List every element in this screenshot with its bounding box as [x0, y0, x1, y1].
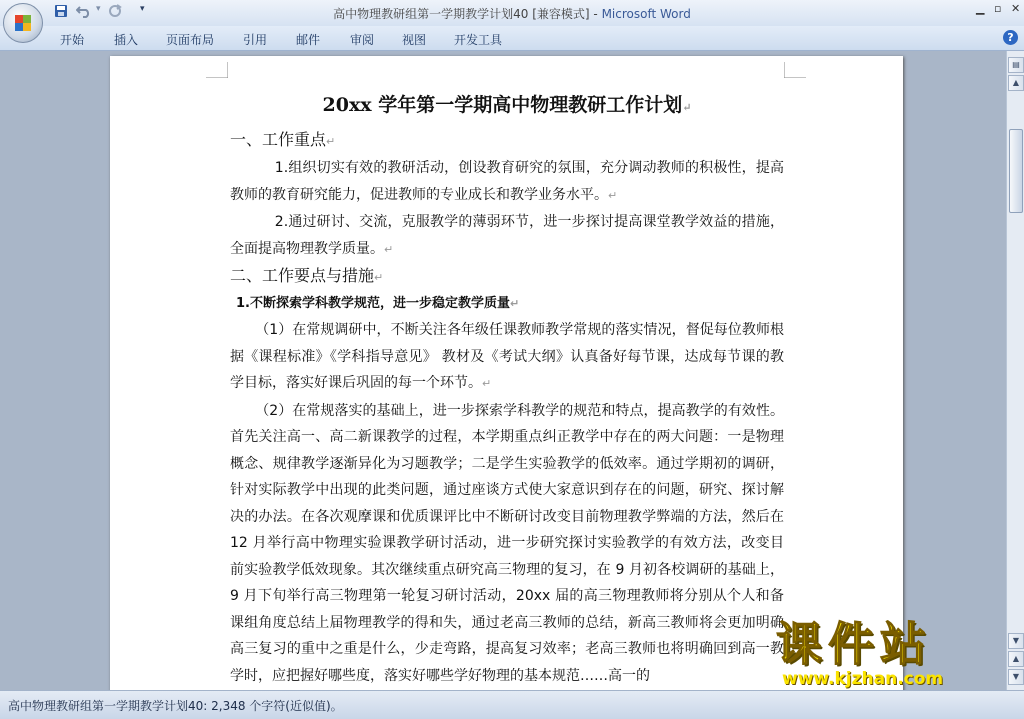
next-page-button[interactable]: ▼: [1008, 669, 1024, 685]
office-button[interactable]: [3, 3, 43, 43]
restore-icon[interactable]: ▫: [994, 2, 1002, 15]
paragraph-2: 2.通过研讨、交流，克服教学的薄弱环节，进一步探讨提高课堂教学效益的措施，全面提高物理教学质量。↵: [230, 214, 784, 257]
help-icon[interactable]: ?: [1003, 30, 1018, 45]
paragraph-1: 1.组织切实有效的教研活动，创设教育研究的氛围，充分调动教师的积极性，提高教师的教育研究能力，促进教师的专业成长和教学业务水平。↵: [230, 160, 784, 203]
minimize-icon[interactable]: ▁: [976, 2, 985, 15]
customize-quick-access-icon[interactable]: ▾: [140, 4, 145, 14]
section-heading-1: 一、工作重点↵: [230, 130, 336, 149]
watermark-logo: 课件站: [776, 617, 932, 671]
section-heading-2: 二、工作要点与措施↵: [230, 266, 384, 285]
ruler-toggle-icon[interactable]: ▤: [1008, 57, 1024, 73]
tab-insert[interactable]: 插入: [114, 33, 139, 47]
paragraph-4: （2）在常规落实的基础上，进一步探索学科教学的规范和特点，提高教学的有效性。首先关注高一、高二新课教学的过程，本学期重点纠正教学中存在的两大问题：一是物理概念、规律教学逐渐异化为习题教学；二是学生实验教学的低效率。通过学期初的调研，针对实际教学中出现的此类问题，通过座谈方式使大家意识到存在的问题，研究、探讨解决的办法。在各次观摩课和优质课评比中不断研讨改变目前物理教学弊端的方法，然后在 12 月举行高中物理实验课教学研讨活动，进一步研究探讨实验教学的有效方法，改变目前实验教学低效现象。其次继续重点研究高三物理的复习，在 9 月初各校调研的基础上，9 月下旬举行高三物理第一轮复习研讨活动，20xx 届的高三物理教师将分别从个人和备课组角度总结上届物理教学的得和失，通过老高三教师的总结，新高三教师将会更加明确高三复习的重中之重是什么，少走弯路，提高复习效率；老高三教师也将明确回到高一教学时，应把握好哪些度，落实好哪些学好物理的基本规范……高一的: [230, 402, 784, 684]
status-bar: [0, 690, 1024, 719]
tab-home[interactable]: 开始: [60, 33, 85, 47]
document-title: 20xx 学年第一学期高中物理教研工作计划↵: [322, 94, 692, 116]
previous-page-button[interactable]: ▲: [1008, 651, 1024, 667]
scroll-thumb[interactable]: [1009, 129, 1023, 213]
close-icon[interactable]: ✕: [1011, 2, 1021, 15]
document-body: [230, 90, 784, 689]
watermark: [770, 618, 1010, 690]
scroll-up-button[interactable]: ▲: [1008, 75, 1024, 91]
document-area: [0, 51, 1006, 690]
undo-dropdown-icon[interactable]: ▾: [96, 4, 101, 14]
document-page[interactable]: [110, 56, 903, 690]
tab-page-layout[interactable]: 页面布局: [166, 33, 215, 47]
scroll-down-button[interactable]: ▼: [1008, 633, 1024, 649]
margin-corner-left: [206, 62, 228, 78]
ribbon-tabs: [0, 26, 1024, 51]
tab-view[interactable]: 视图: [402, 33, 427, 47]
office-logo-icon: [14, 14, 32, 32]
paragraph-3: （1）在常规调研中，不断关注各年级任课教师教学常规的落实情况，督促每位教师根据《课程标准》《学科指导意见》 教材及《考试大纲》认真备好每节课，达成每节课的教学目标，落实好课后巩固的每一个环节。↵: [230, 322, 784, 391]
vertical-scrollbar[interactable]: [1006, 51, 1024, 690]
window-title: 高中物理教研组第一学期教学计划40 [兼容模式] - Microsoft Word: [333, 7, 691, 21]
word-count-status[interactable]: 高中物理教研组第一学期教学计划40: 2,348 个字符(近似值)。: [8, 699, 343, 713]
tab-references[interactable]: 引用: [243, 33, 268, 47]
margin-corner-right: [784, 62, 806, 78]
tab-review[interactable]: 审阅: [350, 33, 375, 47]
title-bar: [0, 0, 1024, 26]
tab-developer[interactable]: 开发工具: [454, 33, 503, 47]
watermark-url: www.kjzhan.com: [782, 669, 944, 689]
subheading-1: 1.不断探索学科教学规范，进一步稳定教学质量↵: [236, 296, 520, 311]
tab-mailings[interactable]: 邮件: [296, 33, 321, 47]
